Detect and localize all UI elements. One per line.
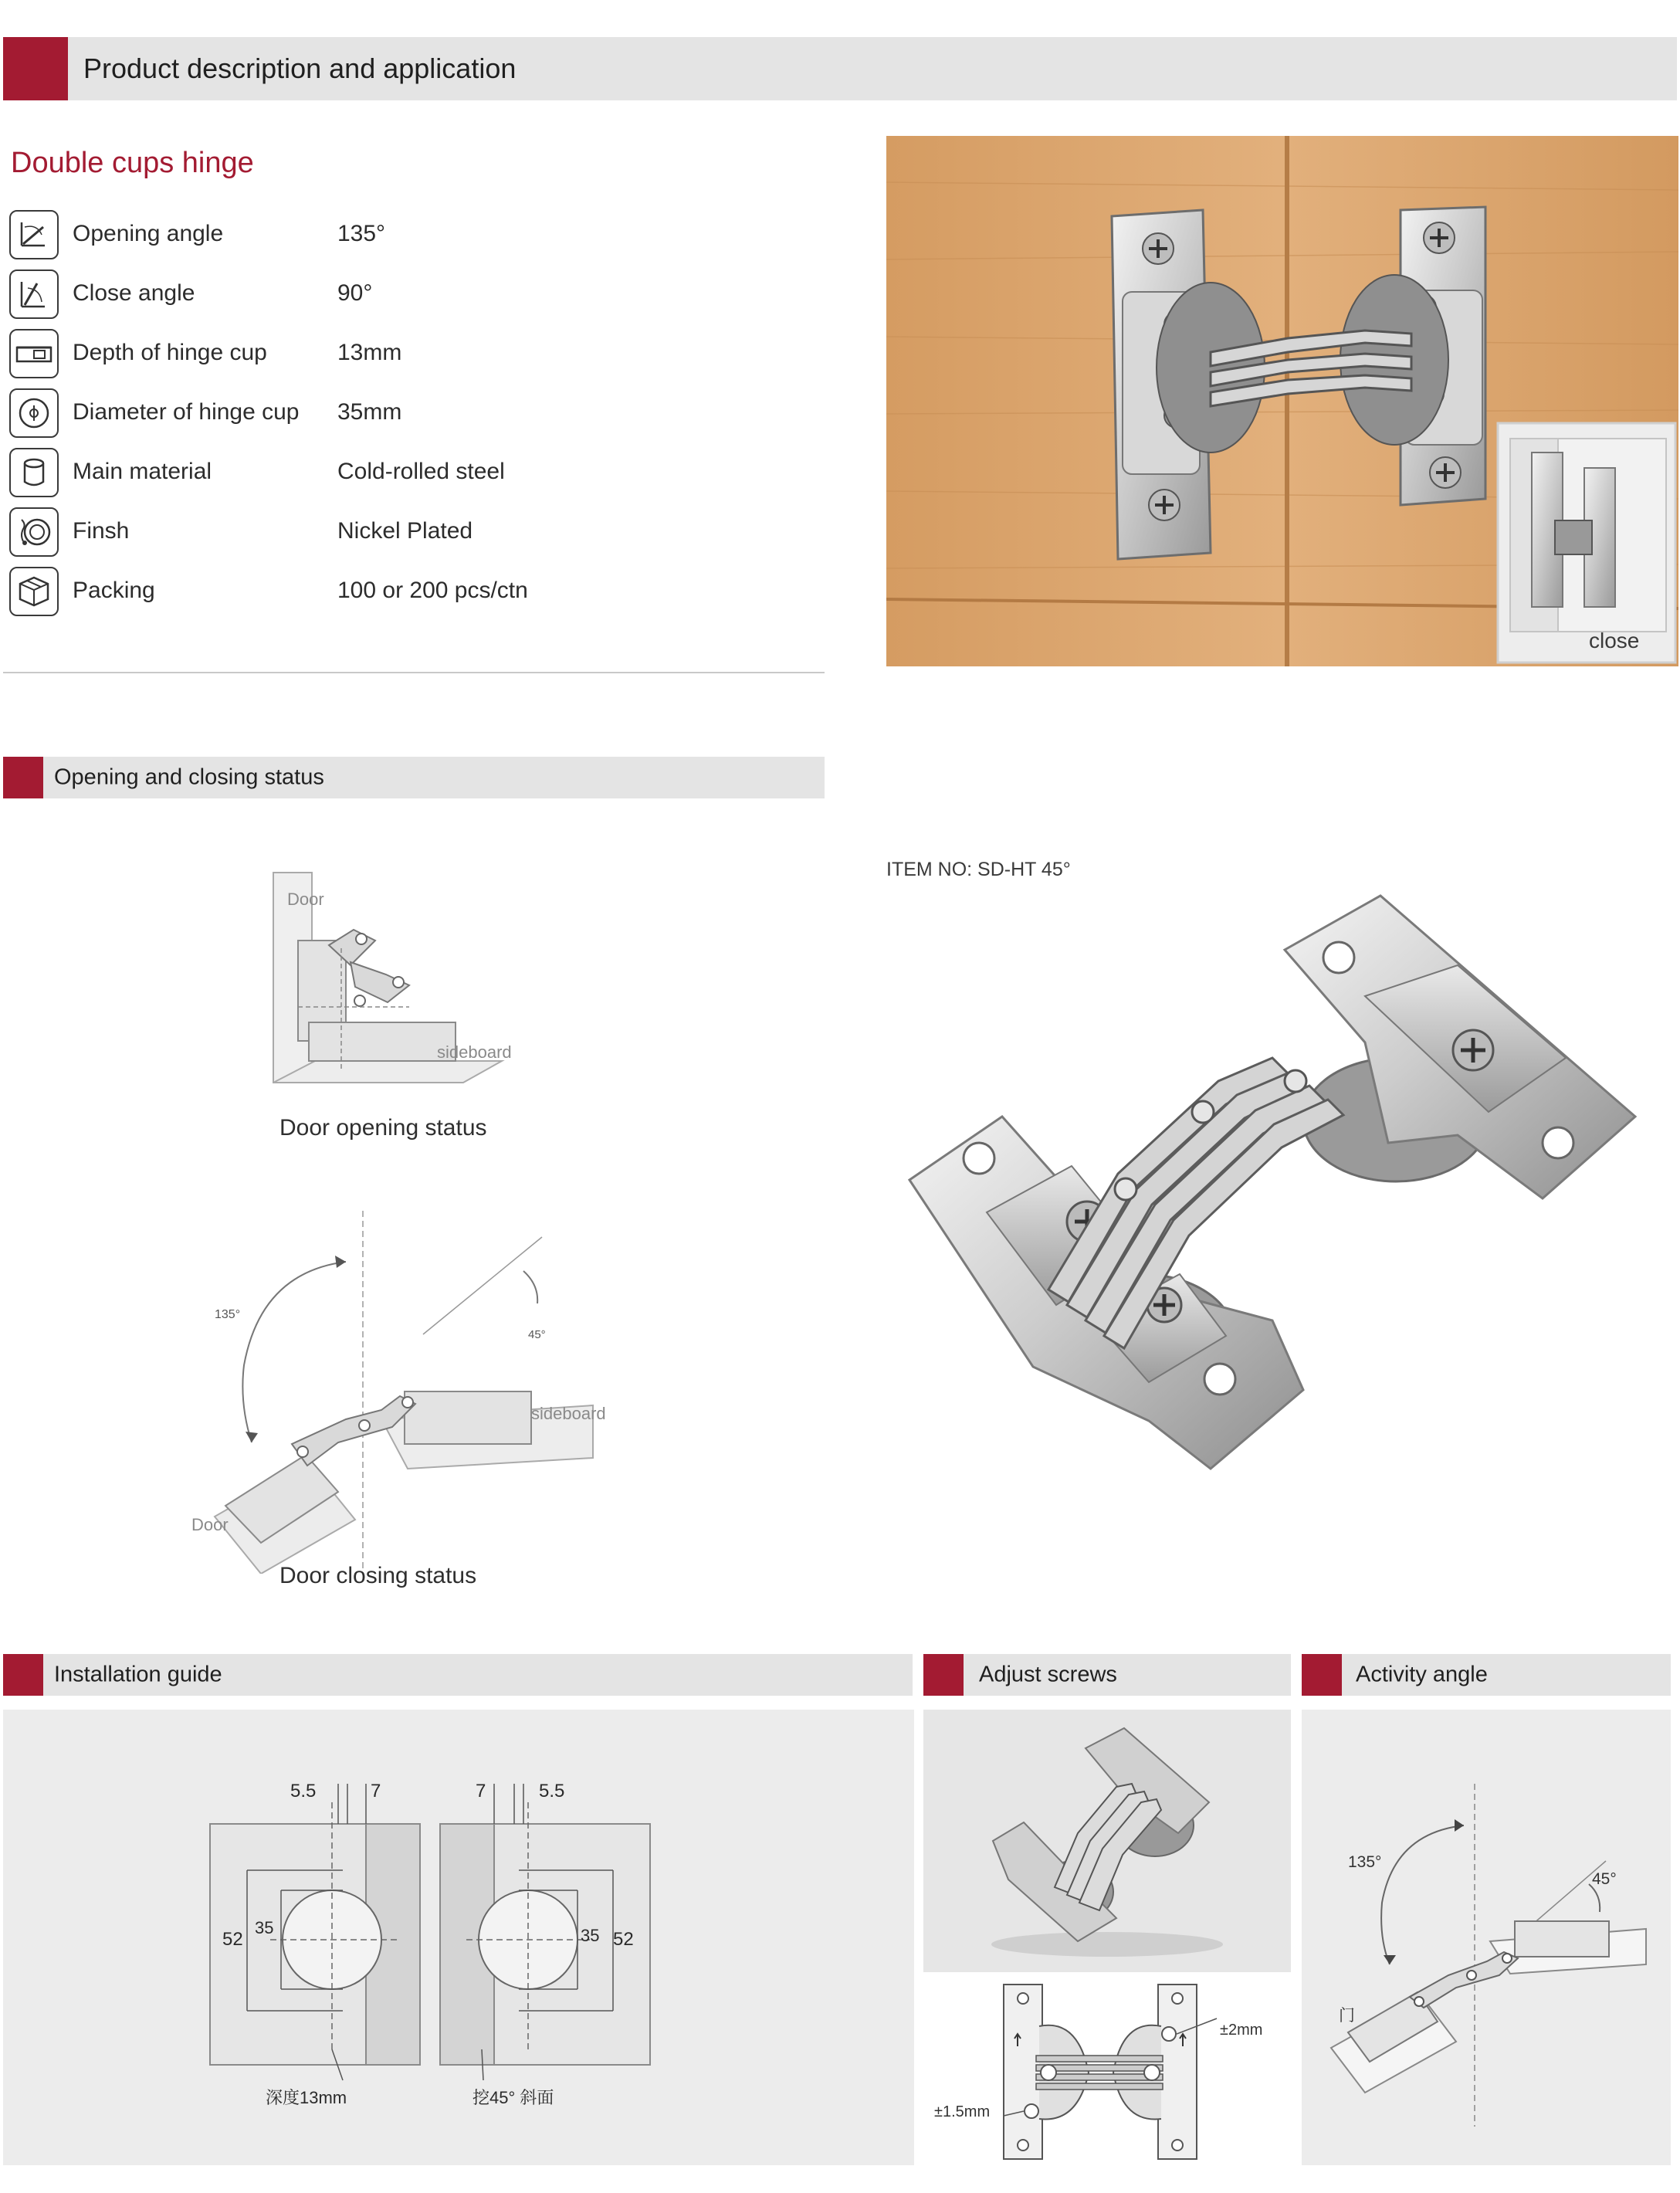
cup-diameter-icon (9, 388, 59, 438)
closing-door-label: Door (191, 1515, 229, 1534)
material-icon (9, 448, 59, 497)
hinge-product-image (902, 888, 1658, 1483)
spec-value: 90° (337, 280, 373, 306)
spec-value: 35mm (337, 399, 402, 425)
spec-row (9, 269, 812, 324)
left-dim-b: 7 (371, 1781, 381, 1802)
spec-label: Diameter of hinge cup (73, 399, 300, 425)
installation-band (3, 1654, 913, 1696)
right-dim-b: 5.5 (539, 1781, 565, 1802)
activity-panel (1302, 1710, 1671, 2165)
door-opening-diagram (270, 871, 525, 1087)
adjust-band (923, 1654, 1291, 1696)
finish-icon (9, 507, 59, 557)
installation-panel (3, 1710, 914, 2165)
right-dim-a: 7 (476, 1781, 486, 1802)
door-closing-diagram (161, 1211, 608, 1574)
product-photo (886, 136, 1678, 666)
spec-label: Packing (73, 578, 155, 603)
item-number: ITEM NO: SD-HT 45° (886, 859, 1071, 880)
left-depth-note: 深度13mm (266, 2088, 347, 2107)
activity-band (1302, 1654, 1671, 1696)
right-dim-52: 52 (613, 1929, 634, 1950)
spec-value: 100 or 200 pcs/ctn (337, 578, 528, 603)
right-dim-35: 35 (581, 1926, 600, 1945)
activity-135-label: 135° (1348, 1853, 1382, 1871)
spec-label: Main material (73, 459, 212, 484)
spec-label: Finsh (73, 518, 130, 544)
left-dim-52: 52 (222, 1929, 243, 1950)
opening-sideboard-label: sideboard (437, 1042, 512, 1062)
status-section-title: Opening and closing status (54, 764, 324, 790)
spec-row (9, 507, 812, 561)
close-angle-icon (9, 269, 59, 319)
spec-row (9, 388, 812, 442)
adjust-tol-15mm: ±1.5mm (934, 2103, 991, 2120)
closing-135-label: 135° (215, 1308, 241, 1321)
spec-value: Cold-rolled steel (337, 459, 505, 484)
adjust-title: Adjust screws (979, 1662, 1117, 1687)
cup-depth-icon (9, 329, 59, 378)
adjust-tol-2mm: ±2mm (1220, 2022, 1263, 2039)
left-dim-a: 5.5 (290, 1781, 317, 1802)
adjust-diagram (923, 1972, 1291, 2165)
status-accent (3, 757, 43, 798)
closing-45-label: 45° (528, 1328, 546, 1341)
product-name: Double cups hinge (11, 147, 254, 179)
door-closing-caption: Door closing status (279, 1563, 477, 1588)
spec-label: Opening angle (73, 221, 224, 246)
right-chamfer-note: 挖45° 斜面 (472, 2088, 554, 2107)
activity-title: Activity angle (1356, 1662, 1488, 1687)
status-section-band (3, 757, 825, 798)
installation-accent (3, 1654, 43, 1696)
spec-row (9, 210, 812, 264)
section-divider (3, 672, 825, 673)
spec-row (9, 448, 812, 502)
spec-value: 135° (337, 221, 386, 246)
spec-value: Nickel Plated (337, 518, 473, 544)
installation-title: Installation guide (54, 1662, 222, 1687)
adjust-photo (923, 1710, 1291, 1972)
adjust-accent (923, 1654, 964, 1696)
closing-sideboard-label: sideboard (531, 1404, 606, 1423)
spec-label: Depth of hinge cup (73, 340, 267, 365)
adjust-panel (923, 1710, 1291, 2165)
activity-45-label: 45° (1592, 1870, 1617, 1888)
activity-accent (1302, 1654, 1342, 1696)
door-opening-caption: Door opening status (279, 1115, 487, 1141)
left-dim-35: 35 (255, 1918, 274, 1937)
opening-angle-icon (9, 210, 59, 259)
inset-close-label: close (1589, 629, 1640, 652)
header-accent (3, 37, 68, 100)
header-band (3, 37, 1677, 100)
opening-door-label: Door (287, 890, 324, 909)
spec-row (9, 329, 812, 383)
packing-icon (9, 567, 59, 616)
spec-label: Close angle (73, 280, 195, 306)
page-title: Product description and application (83, 53, 517, 84)
spec-row (9, 567, 812, 621)
spec-value: 13mm (337, 340, 402, 365)
activity-door-label: 门 (1339, 2007, 1355, 2025)
